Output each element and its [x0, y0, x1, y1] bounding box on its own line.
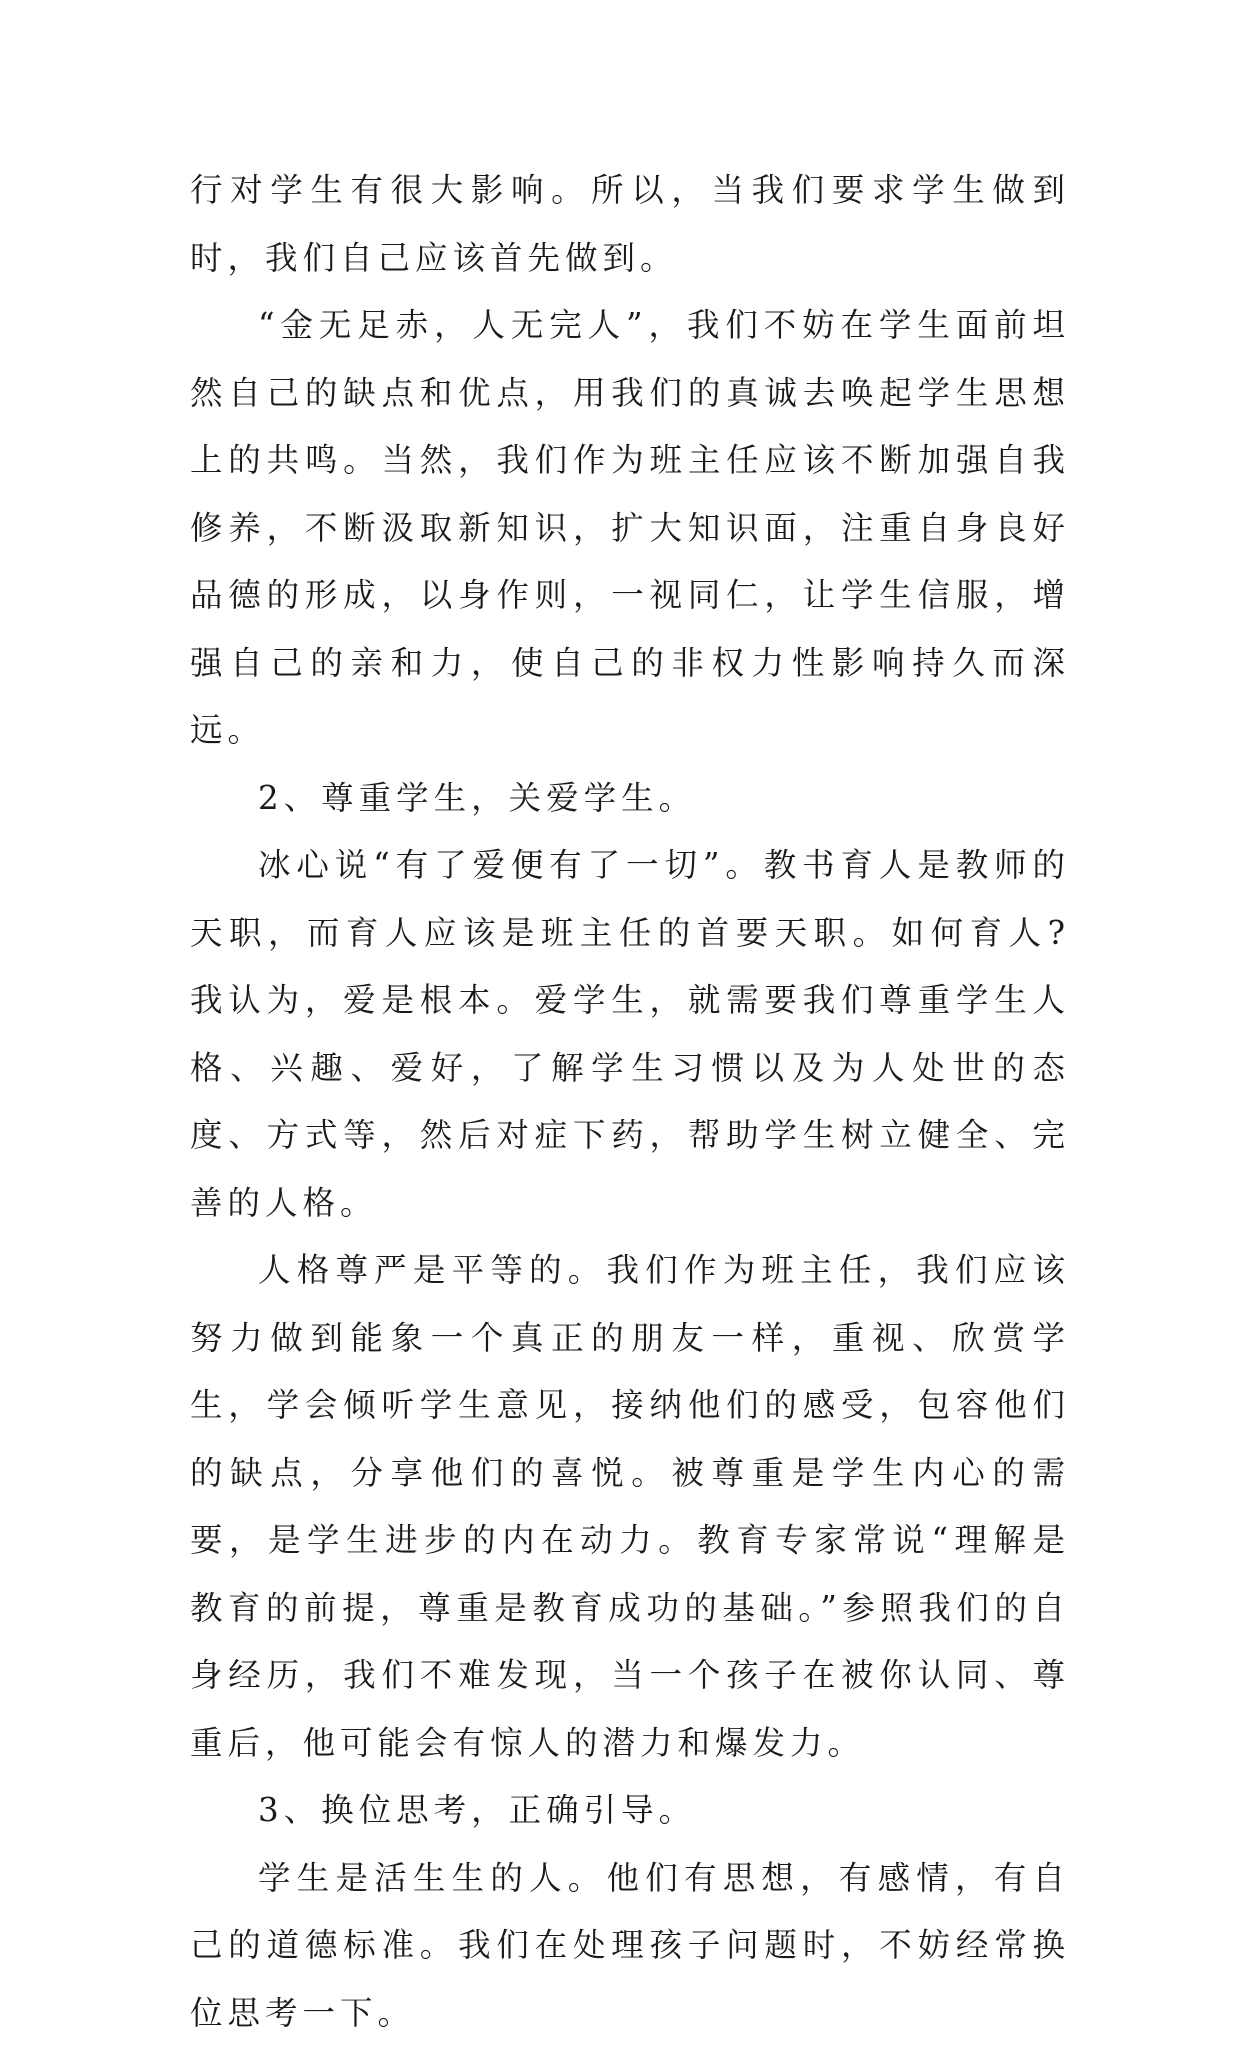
document-page — [190, 157, 1070, 2047]
paragraph-2: “金无足赤，人无完人”，我们不妨在学生面前坦然自己的缺点和优点，用我们的真诚去唤起学生思想上的共鸣。当然，我们作为班主任应该不断加强自我修养，不断汲取新知识，扩大知识面，注重自身良好品德的形成，以身作则，一视同仁，让学生信服，增强自己的亲和力，使自己的非权力性影响持久而深远。 — [190, 292, 1070, 765]
paragraph-4: 人格尊严是平等的。我们作为班主任，我们应该努力做到能象一个真正的朋友一样，重视、欣赏学生，学会倾听学生意见，接纳他们的感受，包容他们的缺点，分享他们的喜悦。被尊重是学生内心的需要，是学生进步的内在动力。教育专家常说“理解是教育的前提，尊重是教育成功的基础。”参照我们的自身经历，我们不难发现，当一个孩子在被你认同、尊重后，他可能会有惊人的潜力和爆发力。 — [190, 1237, 1070, 1777]
paragraph-1: 行对学生有很大影响。所以，当我们要求学生做到时，我们自己应该首先做到。 — [190, 157, 1070, 292]
section-heading-3: 3、换位思考，正确引导。 — [190, 1777, 1070, 1845]
section-heading-2: 2、尊重学生，关爱学生。 — [190, 765, 1070, 833]
paragraph-3: 冰心说“有了爱便有了一切”。教书育人是教师的天职，而育人应该是班主任的首要天职。如何育人?我认为，爱是根本。爱学生，就需要我们尊重学生人格、兴趣、爱好，了解学生习惯以及为人处世的态度、方式等，然后对症下药，帮助学生树立健全、完善的人格。 — [190, 832, 1070, 1237]
paragraph-5: 学生是活生生的人。他们有思想，有感情，有自己的道德标准。我们在处理孩子问题时，不妨经常换位思考一下。 — [190, 1845, 1070, 2047]
